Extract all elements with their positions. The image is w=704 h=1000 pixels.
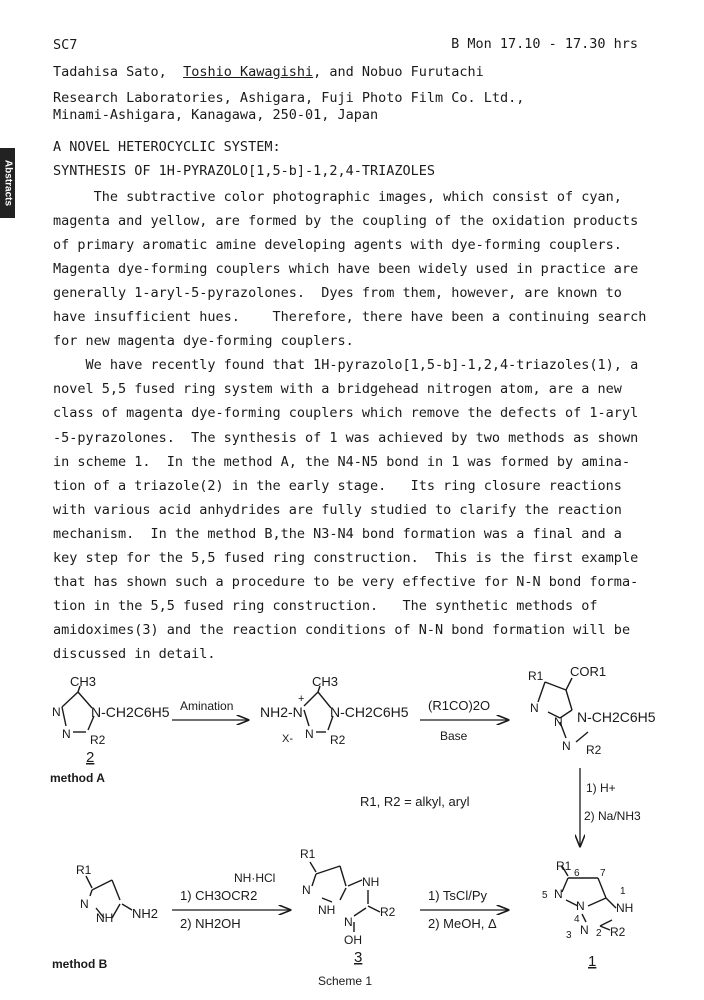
counter-anion: X- [282,733,293,745]
r1-group: R1 [300,847,316,861]
body-line: tion of a triazole(2) in the early stage. Its ring closure reactions [53,477,622,494]
scheme-caption: Scheme 1 [318,974,373,988]
scheme-1-diagram [0,660,704,1000]
method-b-label: method B [52,957,108,971]
authors [53,63,484,81]
body-line: amidoximes(3) and the reaction conditions of N-N bond formation will be [53,621,631,638]
position-3: 3 [566,930,572,941]
body-line: tion in the 5,5 fused ring construction. The synthetic methods of [53,597,598,614]
imidate-reagent: 1) CH3OCR2 [180,888,258,903]
r1-group: R1 [76,863,92,877]
ch3-group: CH3 [70,674,97,689]
body-line: class of magenta dye-forming couplers which remove the defects of 1-aryl [53,405,639,422]
r2-group: R2 [90,733,106,747]
position-4: 4 [574,914,580,925]
position-1: 1 [620,886,626,897]
r2-group: R2 [380,905,396,919]
r-substituent-definition: R1, R2 = alkyl, aryl [360,794,470,809]
base-reagent: Base [440,729,468,743]
position-6: 6 [574,868,580,879]
cor1-group: COR1 [570,664,607,679]
nh-atom: NH [318,903,336,917]
nh2-group: NH2 [132,906,159,921]
nh-atom: NH [96,911,114,925]
hydroxyl-group: OH [344,933,362,947]
n-atom: N [554,887,563,901]
body-line: in scheme 1. In the method A, the N4-N5 bond in 1 was formed by amina- [53,453,631,470]
positive-charge: + [298,693,305,705]
benzyl-group: N-CH2C6H5 [577,709,656,725]
body-line: for new magenta dye-forming couplers. [53,333,354,350]
position-2: 2 [596,928,602,939]
compound-2-triazole [62,686,94,732]
session-code: SC7 [53,37,78,53]
body-line: that has shown such a procedure to be very effective for N-N bond forma- [53,573,639,590]
body-line: generally 1-aryl-5-pyrazolones. Dyes from them, however, are known to [53,285,622,302]
methanol-heat-step: 2) MeOH, Δ [428,916,497,931]
n-atom: N [52,705,61,719]
tosyl-chloride-step: 1) TsCl/Py [428,888,487,903]
method-a-label: method A [50,771,105,785]
body-line: Magenta dye-forming couplers which have been widely used in practice are [53,261,639,278]
n-atom: N [305,727,314,741]
n-atom: N [576,899,585,913]
ch3-group: CH3 [312,674,339,689]
n-atom: N [554,715,563,729]
anhydride-reagent: (R1CO)2O [428,698,491,713]
n-atom: N [80,897,89,911]
benzyl-group: N-CH2C6H5 [330,704,409,720]
body-line: novel 5,5 fused ring system with a bridgehead nitrogen atom, are a new [53,381,622,398]
author-2-presenting: Toshio Kawagishi [183,64,314,80]
affiliation-line: Research Laboratories, Ashigara, Fuji Photo Film Co. Ltd., [53,90,525,106]
nh-atom: NH [362,875,380,889]
body-line: discussed in detail. [53,645,216,662]
compound-number-2: 2 [86,749,95,766]
compound-number-1: 1 [588,953,597,970]
pyrazolotriazole-1 [562,866,616,930]
nh-atom: NH [616,901,634,915]
acid-step: 1) H+ [586,781,616,795]
body-line: The subtractive color photographic images, which consist of cyan, [53,189,622,205]
aminotriazolium-salt [304,686,333,732]
body-line: We have recently found that 1H-pyrazolo[1,5-b]-1,2,4-triazoles(1), a [53,357,639,374]
body-line: magenta and yellow, are formed by the coupling of the oxidation products [53,213,639,230]
author-1: Tadahisa Sato, [53,64,167,80]
n-atom: N [580,923,589,937]
body-line: with various acid anhydrides are fully studied to clarify the reaction [53,501,622,518]
reduction-step: 2) Na/NH3 [584,809,641,823]
n-atom: N [62,727,71,741]
position-7: 7 [600,868,606,879]
paper-title: SYNTHESIS OF 1H-PYRAZOLO[1,5-b]-1,2,4-TRIAZOLES [53,163,436,179]
body-line: -5-pyrazolones. The synthesis of 1 was achieved by two methods as shown [53,429,639,446]
author-3: , and Nobuo Furutachi [313,64,484,80]
body-line: mechanism. In the method B,the N3-N4 bond formation was a final and a [53,525,622,542]
body-line: have insufficient hues. Therefore, there have been a continuing search [53,309,647,326]
amination-label: Amination [180,699,234,713]
n-atom: N [344,915,353,929]
session-time: B Mon 17.10 - 17.30 hrs [451,36,638,52]
compound-number-3: 3 [354,949,363,966]
n-atom: N [530,701,539,715]
abstracts-side-tab: Abstracts [0,148,15,218]
imidate-salt: NH·HCl [234,871,276,885]
r2-group: R2 [330,733,346,747]
n-atom: N [302,883,311,897]
position-5: 5 [542,890,548,901]
r2-group: R2 [610,925,626,939]
r1-group: R1 [556,859,572,873]
affiliation-line: Minami-Ashigara, Kanagawa, 250-01, Japan [53,107,379,123]
nh2-n-group: NH2-N [260,704,303,720]
hydroxylamine-reagent: 2) NH2OH [180,916,241,931]
benzyl-group: N-CH2C6H5 [91,704,170,720]
r2-group: R2 [586,743,602,757]
body-line: key step for the 5,5 fused ring construction. This is the first example [53,549,639,566]
body-line: of primary aromatic amine developing agents with dye-forming couplers. [53,237,622,254]
paper-title: A NOVEL HETEROCYCLIC SYSTEM: [53,139,281,155]
n-atom: N [562,739,571,753]
r1-group: R1 [528,669,544,683]
